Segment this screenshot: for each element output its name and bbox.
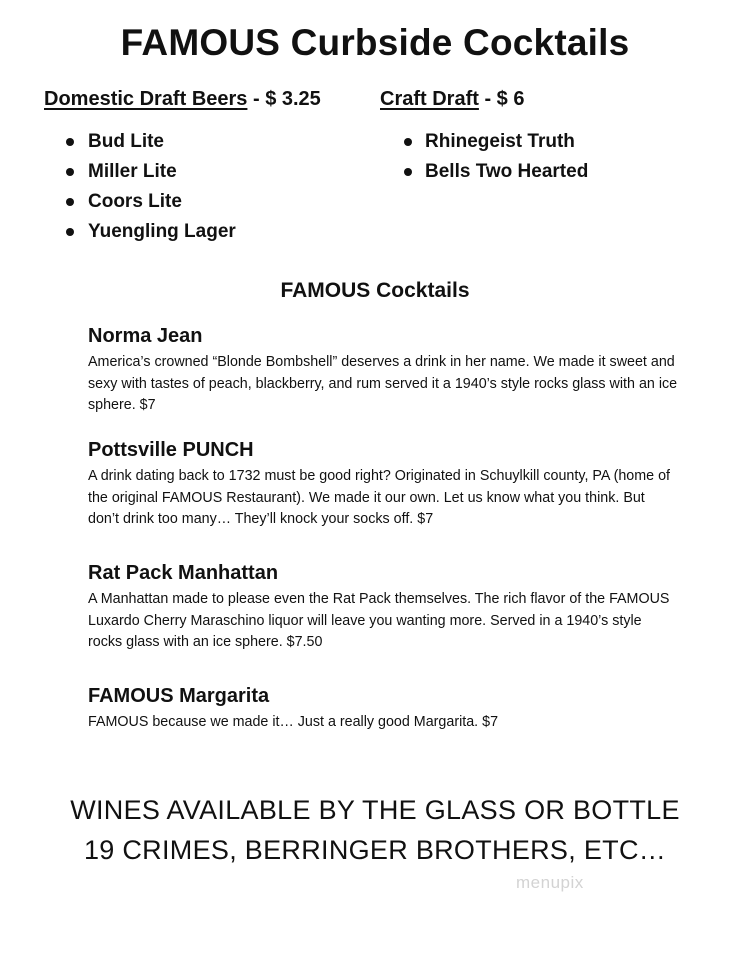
list-item — [44, 217, 321, 247]
beer-name: Coors Lite — [88, 191, 182, 212]
craft-draft-name: Craft Draft — [380, 88, 479, 110]
beer-name: Bud Lite — [88, 131, 164, 152]
list-item — [44, 157, 321, 187]
cocktails-heading: FAMOUS Cocktails — [280, 279, 470, 302]
cocktail-description: A drink dating back to 1732 must be good right? Originated in Schuylkill county, PA (home of the original FAMOUS Restaurant). We made it our own. Let us know what you think. But don’t drink too many… They’ll knock your socks off. $7 — [88, 468, 671, 527]
list-item — [44, 187, 321, 217]
bullet-icon — [66, 138, 74, 146]
list-item — [380, 157, 588, 187]
craft-draft-section — [380, 88, 588, 187]
craft-draft-heading — [380, 88, 588, 111]
beer-name: Yuengling Lager — [88, 221, 236, 242]
beer-name: Miller Lite — [88, 161, 177, 182]
domestic-draft-list — [44, 127, 321, 247]
bullet-icon — [404, 168, 412, 176]
bullet-icon — [404, 138, 412, 146]
craft-draft-price: - $ 6 — [478, 88, 525, 110]
cocktail-name: Pottsville PUNCH — [88, 439, 254, 461]
cocktail-item — [88, 559, 678, 654]
cocktail-description: America’s crowned “Blonde Bombshell” deserves a drink in her name. We made it sweet and sexy with tastes of peach, blackberry, and rum served it a 1940’s style rocks glass with an ice sphere. $7 — [88, 354, 678, 413]
list-item — [44, 127, 321, 157]
domestic-draft-section — [44, 88, 321, 247]
domestic-draft-name: Domestic Draft Beers — [44, 88, 248, 110]
bullet-icon — [66, 198, 74, 206]
beer-name: Bells Two Hearted — [425, 161, 589, 182]
cocktail-name: Norma Jean — [88, 325, 203, 347]
cocktail-name: FAMOUS Margarita — [88, 685, 270, 707]
domestic-draft-price: - $ 3.25 — [247, 88, 321, 110]
cocktail-item — [88, 436, 678, 531]
cocktail-name: Rat Pack Manhattan — [88, 562, 279, 584]
wines-line-1: WINES AVAILABLE BY THE GLASS OR BOTTLE — [70, 795, 680, 825]
page-title: FAMOUS Curbside Cocktails — [120, 22, 630, 63]
craft-draft-list — [380, 127, 588, 187]
list-item — [380, 127, 588, 157]
watermark: menupix — [516, 873, 584, 892]
cocktail-item — [88, 322, 678, 417]
domestic-draft-heading — [44, 88, 321, 111]
wines-line-2: 19 CRIMES, BERRINGER BROTHERS, ETC… — [83, 835, 667, 865]
cocktail-item — [88, 682, 678, 734]
cocktail-description: FAMOUS because we made it… Just a really good Margarita. $7 — [88, 714, 499, 730]
cocktail-description: A Manhattan made to please even the Rat Pack themselves. The rich flavor of the FAMOUS Luxardo Cherry Maraschino liquor will leave you wanting more. Served in a 1940’s style rocks glass with an ice sphere. $7.50 — [88, 591, 670, 650]
beer-name: Rhinegeist Truth — [425, 131, 575, 152]
bullet-icon — [66, 228, 74, 236]
bullet-icon — [66, 168, 74, 176]
